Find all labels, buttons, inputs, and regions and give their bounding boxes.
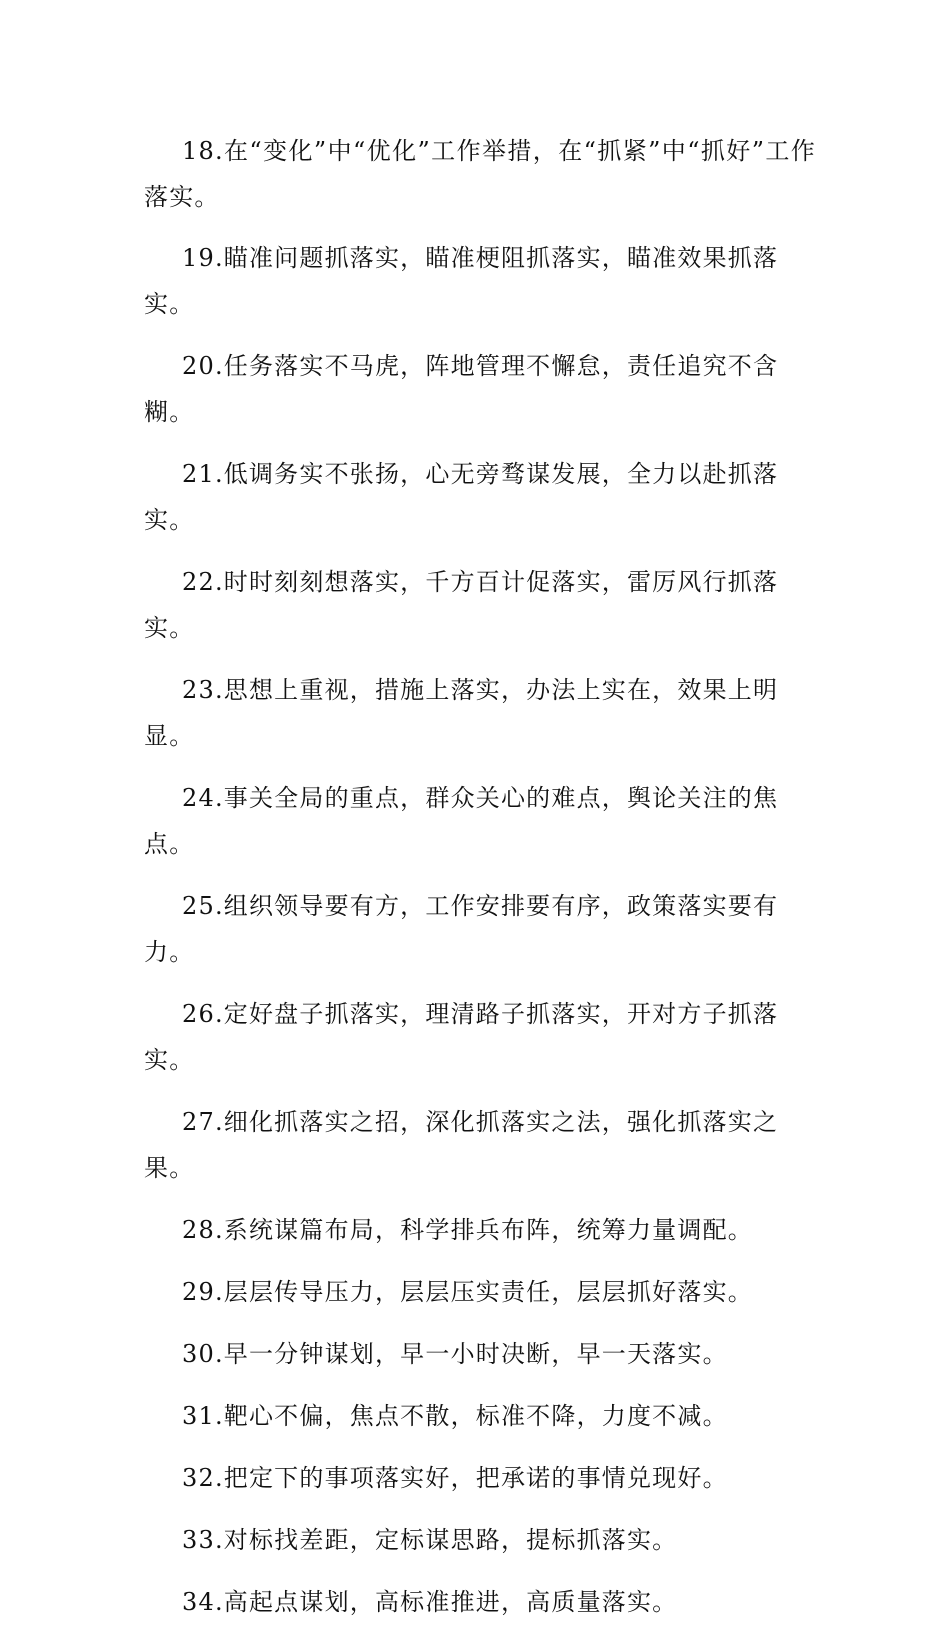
list-item-28: 28.系统谋篇布局，科学排兵布阵，统筹力量调配。 bbox=[182, 1216, 753, 1244]
list-item-32: 32.把定下的事项落实好，把承诺的事情兑现好。 bbox=[182, 1464, 728, 1492]
list-item-33: 33.对标找差距，定标谋思路，提标抓落实。 bbox=[182, 1526, 678, 1554]
list-item-18: 18.在“变化”中“优化”工作举措，在“抓紧”中“抓好”工作落实。 bbox=[144, 137, 816, 211]
list-item-22: 22.时时刻刻想落实，千方百计促落实，雷厉风行抓落实。 bbox=[144, 568, 779, 642]
list-item-27: 27.细化抓落实之招，深化抓落实之法，强化抓落实之果。 bbox=[144, 1108, 779, 1182]
list-item-30: 30.早一分钟谋划，早一小时决断，早一天落实。 bbox=[182, 1340, 728, 1368]
list-item-25: 25.组织领导要有方，工作安排要有序，政策落实要有力。 bbox=[144, 892, 779, 966]
list-item-23: 23.思想上重视，措施上落实，办法上实在，效果上明显。 bbox=[144, 676, 779, 750]
list-item-29: 29.层层传导压力，层层压实责任，层层抓好落实。 bbox=[182, 1278, 753, 1306]
list-item-19: 19.瞄准问题抓落实，瞄准梗阻抓落实，瞄准效果抓落实。 bbox=[144, 244, 779, 318]
list-item-31: 31.靶心不偏，焦点不散，标准不降，力度不减。 bbox=[182, 1402, 728, 1430]
list-item-34: 34.高起点谋划，高标准推进，高质量落实。 bbox=[182, 1588, 678, 1616]
list-item-24: 24.事关全局的重点，群众关心的难点，舆论关注的焦点。 bbox=[144, 784, 779, 858]
document-body bbox=[144, 128, 816, 1641]
list-item-26: 26.定好盘子抓落实，理清路子抓落实，开对方子抓落实。 bbox=[144, 1000, 779, 1074]
list-item-21: 21.低调务实不张扬，心无旁骛谋发展，全力以赴抓落实。 bbox=[144, 460, 779, 534]
list-item-20: 20.任务落实不马虎，阵地管理不懈怠，责任追究不含糊。 bbox=[144, 352, 779, 426]
